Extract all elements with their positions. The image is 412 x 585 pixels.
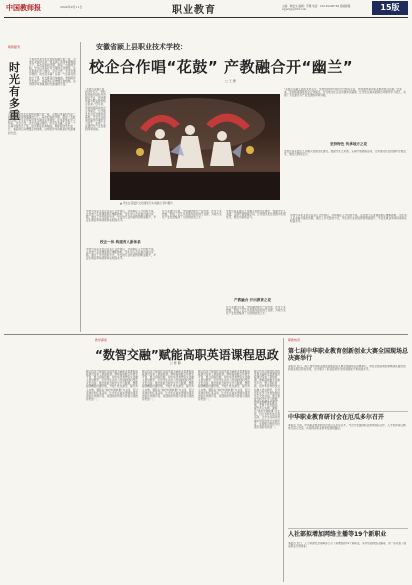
feature-body-right-2: 学校还将花鼓灯艺术融入校园文化建设，组建学生艺术团，定期开展展演活动，让非遗文化在校园中生根发芽，焕发出新的活力。 [284, 150, 406, 157]
feature-body-c: 学校还将花鼓灯艺术融入校园文化建设，组建学生艺术团，定期开展展演活动，让非遗文化在校园中生根发芽，焕发出新的活力。 [226, 210, 286, 220]
lower-story-col-1: 数字技术与智能技术的发展为高职英语课程思政建设带来了新的机遇。教师借助数字化教学平台，整合思政资源，将中华优秀传统文化融入语言教学，引导学生在学习外语的同时坚定文化自信。通过智能分析学生学习数据，教师能够精准把握学情，开展个性化教学，提升育人实效。课程以“讲好中国故事”为主线，设计多样化的任务活动，让学生在真实语境中用英语表达中国声音，实现知识传授与价值引领的有机统一。 [86, 370, 138, 401]
left-column-body: 大班时光是学生在校时间最长的一段，对他们来说时光是一段充满了希望和憧憬的日子。每次迎来新学期，都是一次新的开始。学生们带着好奇与期待走进课堂，在这里他们学习知识，学会合作，也学会面对挫折。时光有多重？在每一个认真对待的日子里，时光都是沉甸甸的。教师陪伴学生成长，看着他们从懵懂走向成熟，这份陪伴本身就是时光最重的分量。 [8, 113, 76, 135]
feature-body-right-1: “花鼓灯是颍上县的文化名片，学校依托地方特色开设相关专业，把非遗传承与职业教育结合起来。”近年来，学校积极探索校企合作模式，与当地文化企业共建实训基地，让学生在真实的演出环境中学习技艺，实现了专业建设与产业发展的同频共振。 [284, 88, 406, 98]
feature-body-a2: 学校与多家文化企业签订合作协议，共同制定人才培养方案，企业骨干走进课堂担任兼职教师，学生进入企业参与演出实践。通过工学交替的方式，学生的专业技能得到明显提升，毕业生就业率持续保持在较高水平。 [86, 248, 157, 261]
left-column-tag: 职教随笔 [8, 45, 21, 49]
editor-info: 主编：韩世文 编辑：苏雅 电话：010-82296784 投稿邮箱：zgjszxjy@163.com [282, 5, 353, 12]
feature-body-right-3: 学校与多家文化企业签订合作协议，共同制定人才培养方案，企业骨干走进课堂担任兼职教师，学生进入企业参与演出实践。通过工学交替的方式，学生的专业技能得到明显提升，毕业生就业率持续保持在较高水平。 [290, 214, 407, 224]
issue-date: 2024年9月11日 [60, 5, 83, 9]
feature-subhead-2: 产教融合 开出教育之花 [234, 298, 272, 302]
feature-byline: □ 王 珊 [225, 79, 236, 83]
page-number-badge: 15版 [372, 1, 408, 15]
lower-story-tag: 教学探索 [95, 338, 108, 342]
news-item-2-title: 中华职业教育研讨会在厄瓜多尔召开 [288, 414, 385, 421]
feature-kicker: 安徽省颍上县职业技术学校： [96, 43, 187, 51]
news-item-2-body: 本报讯 日前，中华职业教育研讨会在厄瓜多尔召开，与会代表围绕职业教育国际合作、人才培养等议题进行深入交流，共同探讨职业教育发展新路径。 [288, 424, 406, 431]
performance-illustration [110, 94, 280, 200]
header-rule [4, 17, 408, 18]
column-divider [80, 42, 81, 332]
masthead: 中国教师报 [6, 4, 41, 12]
left-column-intro: 大班时光是学生在校时间最长的一段，对他们来说时光是一段充满了希望和憧憬的日子。每次迎来新学期，都是一次新的开始。学生们带着好奇与期待走进课堂，在这里他们学习知识，学会合作，也学会面对挫折。时光有多重？在每一个认真对待的日子里，时光都是沉甸甸的。教师陪伴学生成长，看着他们从懵懂走向成熟，这份陪伴本身就是时光最重的分量。 [29, 58, 76, 86]
feature-subhead-1: 校企一体 构建育人新体系 [100, 240, 141, 244]
news-rule-2 [288, 528, 408, 529]
news-item-3-body: 本报讯 近日，人力资源社会保障部公示了拟增加的19个新职业，其中包括网络主播等，进一步完善了国家职业分类体系。 [288, 542, 407, 549]
news-tag: 职教快讯 [288, 338, 301, 342]
feature-body-c2: 在专业建设方面，学校围绕地方产业需求，优化专业结构，形成了以艺术表演为特色的专业群，为地方文化产业发展输送了大批技能型人才。 [226, 306, 286, 316]
feature-headline: 校企合作唱“花鼓” 产教融合开“幽兰” [89, 58, 354, 76]
feature-body-b: 在专业建设方面，学校围绕地方产业需求，优化专业结构，形成了以艺术表演为特色的专业群，为地方文化产业发展输送了大批技能型人才。 [162, 210, 222, 220]
lower-story-col-3: 数字技术与智能技术的发展为高职英语课程思政建设带来了新的机遇。教师借助数字化教学平台，整合思政资源，将中华优秀传统文化融入语言教学，引导学生在学习外语的同时坚定文化自信。通过智能分析学生学习数据，教师能够精准把握学情，开展个性化教学，提升育人实效。课程以“讲好中国故事”为主线，设计多样化的任务活动，让学生在真实语境中用英语表达中国声音，实现知识传授与价值引领的有机统一。 [198, 370, 250, 401]
feature-photo [110, 94, 280, 200]
lower-story-col-2: 数字技术与智能技术的发展为高职英语课程思政建设带来了新的机遇。教师借助数字化教学平台，整合思政资源，将中华优秀传统文化融入语言教学，引导学生在学习外语的同时坚定文化自信。通过智能分析学生学习数据，教师能够精准把握学情，开展个性化教学，提升育人实效。课程以“讲好中国故事”为主线，设计多样化的任务活动，让学生在真实语境中用英语表达中国声音，实现知识传授与价值引领的有机统一。 [142, 370, 194, 401]
section-divider [4, 334, 408, 335]
lower-story-title: “数智交融”赋能高职英语课程思政 [95, 348, 279, 362]
photo-caption: ▲ 学生在花鼓灯文化园进行实训演出 资料图片 [120, 202, 173, 205]
feature-subhead-3: 坚持特色 传承地方之花 [330, 142, 368, 146]
feature-intro-left: “花鼓灯是颍上县的文化名片，学校依托地方特色开设相关专业，把非遗传承与职业教育结合起来。”近年来，学校积极探索校企合作模式，与当地文化企业共建实训基地，让学生在真实的演出环境中学习技艺，实现了专业建设与产业发展的同频共振。 [85, 88, 106, 132]
news-item-3-title: 人社部拟增加网络主播等19个新职业 [288, 531, 387, 538]
news-item-1-title: 第七届中华职业教育创新创业大赛全国现场总决赛举行 [288, 348, 409, 362]
section-title: 职业教育 [172, 5, 216, 16]
news-item-1-body: 本报讯 近日，第七届中华职业教育创新创业大赛全国现场总决赛举行，来自全国各地的参赛团队围绕创新创业项目同台竞技，充分展示了职业院校学生的创新能力和实践水平。 [288, 365, 406, 372]
lower-story-byline: □ 陈 静 [170, 361, 181, 365]
feature-body-a1: 学校与多家文化企业签订合作协议，共同制定人才培养方案，企业骨干走进课堂担任兼职教师，学生进入企业参与演出实践。通过工学交替的方式，学生的专业技能得到明显提升，毕业生就业率持续保持在较高水平。 [86, 210, 157, 223]
left-column-title: 时光有多重 [9, 61, 20, 122]
lower-story-col-4: 数字技术与智能技术的发展为高职英语课程思政建设带来了新的机遇。教师借助数字化教学平台，整合思政资源，将中华优秀传统文化融入语言教学，引导学生在学习外语的同时坚定文化自信。通过智能分析学生学习数据，教师能够精准把握学情，开展个性化教学，提升育人实效。课程以“讲好中国故事”为主线，设计多样化的任务活动，让学生在真实语境中用英语表达中国声音，实现知识传授与价值引领的有机统一。 [254, 370, 280, 429]
news-divider [283, 338, 284, 582]
news-rule-1 [288, 411, 408, 412]
